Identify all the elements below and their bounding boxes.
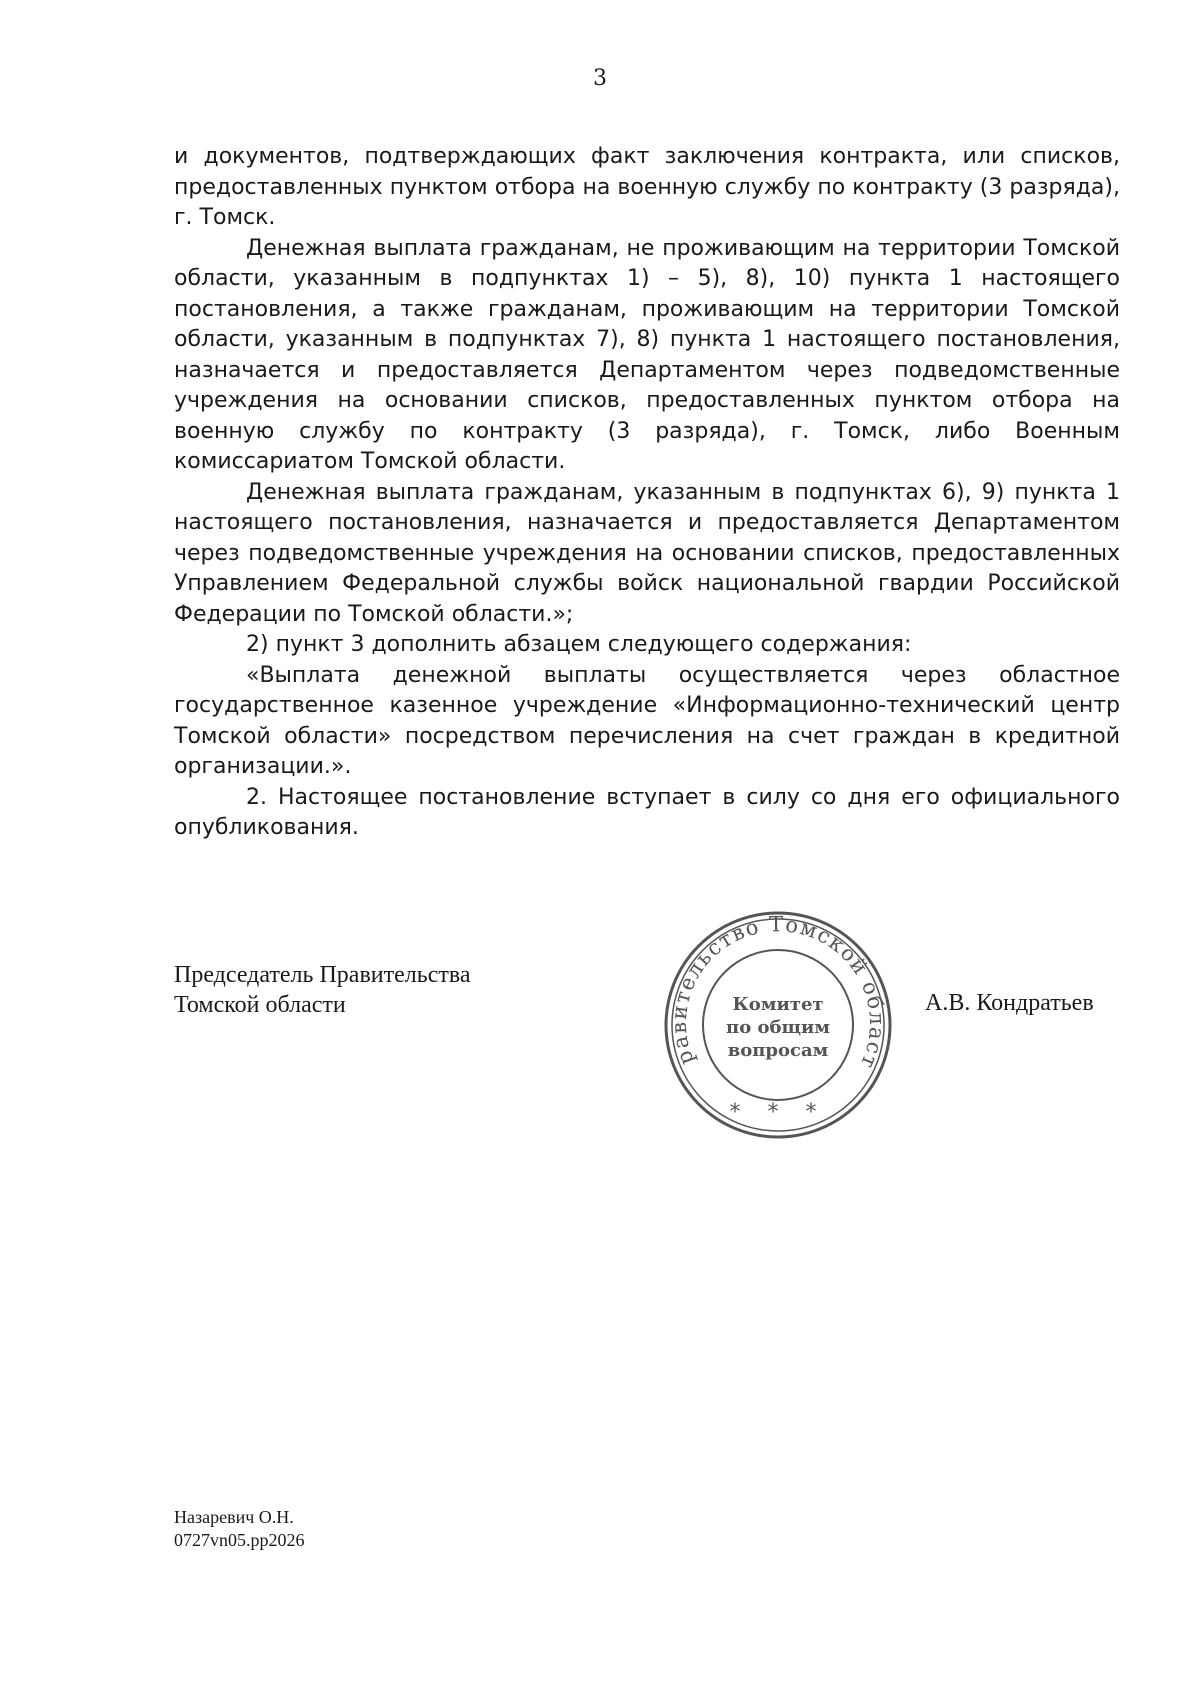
signatory-title [174,960,471,1020]
paragraph-6: 2. Настоящее постановление вступает в силу со дня его официального опубликования. [174,784,1120,840]
page-number: 3 [593,66,607,91]
paragraph-5: «Выплата денежной выплаты осуществляется через областное государственное казенное учреждение «Информационно-технический центр Томской области» посредством перечисления на счет граждан в кредитной организации.». [174,662,1120,779]
seal-ring-text: равительство Томской област [666,912,890,1074]
executor-name: Назаревич О.Н. [174,1507,294,1527]
seal-graphic [658,905,898,1145]
signatory-title-line-2: Томской области [174,992,346,1018]
seal-stars: * * * [729,1100,827,1125]
seal-center-line-2: по общим [726,1017,830,1038]
signatory-title-line-1: Председатель Правительства [174,962,471,988]
seal-center-line-1: Комитет [732,994,824,1015]
paragraph-4: 2) пункт 3 дополнить абзацем следующего содержания: [246,632,912,657]
paragraph-2: Денежная выплата гражданам, не проживающим на территории Томской области, указанным в подпунктах 1) – 5), 8), 10) пункта 1 настоящего постановления, а также гражданам, проживающим на территории Томской области, указанным в подпунктах 7), 8) пункта 1 настоящего постановления, назначается и предоставляется Департаментом через подведомственные учреждения на основании списков, предоставленных пунктом отбора на военную службу по контракту (3 разряда), г. Томск, либо Военным комиссариатом Томской области. [174,235,1120,474]
seal-center-line-3: вопросам [727,1040,829,1061]
paragraph-1: и документов, подтверждающих факт заключения контракта, или списков, предоставленных пунктом отбора на военную службу по контракту (3 разряда), г. Томск. [174,144,1120,230]
official-seal [658,905,898,1145]
footer-block [174,1506,305,1552]
document-code: 0727vn05.pp2026 [174,1530,305,1550]
document-body [174,142,1120,844]
signatory-name: А.В. Кондратьев [925,990,1094,1016]
paragraph-3: Денежная выплата гражданам, указанным в подпунктах 6), 9) пункта 1 настоящего постановления, назначается и предоставляется Департаментом через подведомственные учреждения на основании списков, предоставленных Управлением Федеральной службы войск национальной гвардии Российской Федерации по Томской области.»; [174,479,1120,627]
